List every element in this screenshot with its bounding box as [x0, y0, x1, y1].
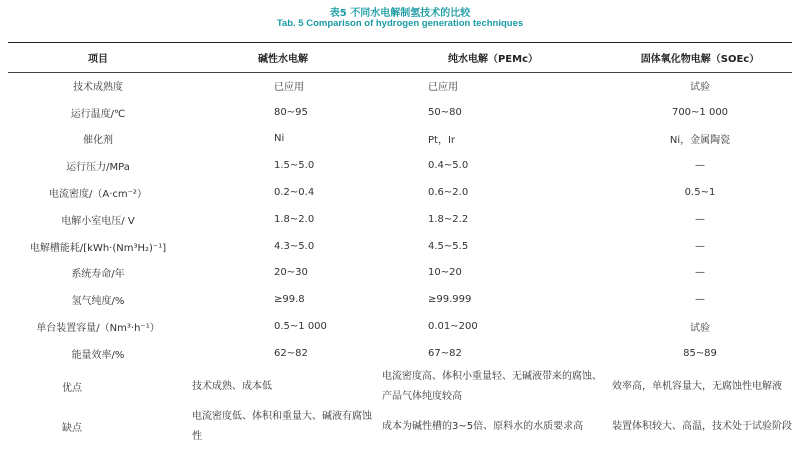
cell-alkaline: 1.5~5.0 [274, 160, 315, 172]
cell-soec: 0.5~1 [684, 187, 716, 199]
cell-soec: 装置体积较大、高温，技术处于试验阶段 [612, 420, 792, 432]
table-caption-zh: 表5 不同水电解制氢技术的比较 [329, 8, 471, 19]
cell-alkaline: 电流密度低、体积和重量大、碱液有腐蚀性 [192, 410, 372, 442]
table-row [8, 233, 792, 260]
cell-pem: Pt，Ir [428, 135, 456, 147]
cell-soec: Ni，金属陶瓷 [669, 135, 731, 147]
cell-pem: 成本为碱性槽的3~5倍、原料水的水质要求高 [382, 420, 584, 432]
cell-alkaline: Ni [274, 133, 285, 145]
cell-alkaline: 62~82 [274, 347, 308, 359]
cell-soec: — [695, 213, 705, 225]
cell-pem: ≥99.999 [428, 294, 472, 306]
cell-soec: 85~89 [683, 347, 717, 359]
cell-alkaline: ≥99.8 [274, 294, 305, 306]
cell-soec: — [695, 160, 705, 172]
row-label: 催化剂 [83, 135, 113, 147]
row-label: 缺点 [62, 423, 82, 435]
cell-soec: — [695, 267, 705, 279]
table-row [8, 206, 792, 233]
cell-pem: 0.4~5.0 [428, 160, 469, 172]
table-row [8, 99, 792, 126]
table-row [8, 340, 792, 367]
cell-pem: 电流密度高、体积小重量轻、无碱液带来的腐蚀、产品气体纯度较高 [382, 370, 602, 402]
row-label: 运行温度/℃ [70, 108, 126, 120]
table-row [8, 313, 792, 340]
cell-alkaline: 1.8~2.0 [274, 213, 315, 225]
header-pem: 纯水电解（PEMc） [447, 54, 539, 65]
header-soec: 固体氧化物电解（SOEc） [640, 54, 760, 65]
row-label: 电流密度/（A·cm⁻²） [49, 189, 147, 201]
cell-soec: 700~1 000 [671, 106, 729, 118]
table-row [8, 286, 792, 313]
table-row [8, 179, 792, 206]
row-label: 优点 [62, 383, 82, 395]
cell-pem: 10~20 [428, 267, 462, 279]
cell-pem: 1.8~2.2 [428, 213, 469, 225]
cell-pem: 0.01~200 [428, 321, 478, 333]
cell-alkaline: 4.3~5.0 [274, 240, 315, 252]
header-alkaline: 碱性水电解 [258, 54, 308, 65]
table-row [8, 152, 792, 179]
comparison-table [8, 43, 792, 447]
table-row-advantages [8, 367, 792, 407]
cell-alkaline: 0.5~1 000 [274, 321, 327, 333]
header-item: 项目 [88, 54, 108, 65]
cell-alkaline: 20~30 [274, 267, 308, 279]
table-row [8, 72, 792, 99]
row-label: 运行压力/MPa [66, 162, 130, 174]
row-label: 技术成熟度 [73, 81, 123, 93]
cell-soec: 试验 [690, 81, 710, 93]
row-label: 单台装置容量/（Nm³·h⁻¹） [36, 323, 160, 335]
cell-alkaline: 80~95 [274, 106, 308, 118]
table-row-disadvantages [8, 407, 792, 447]
cell-alkaline: 技术成熟、成本低 [192, 380, 272, 392]
cell-pem: 0.6~2.0 [428, 187, 469, 199]
row-label: 电解小室电压/ V [61, 215, 135, 227]
cell-pem: 67~82 [428, 347, 462, 359]
cell-soec: — [695, 240, 705, 252]
cell-pem: 4.5~5.5 [428, 240, 469, 252]
row-label: 能量效率/% [71, 349, 125, 361]
table-row [8, 126, 792, 153]
cell-soec: — [695, 294, 705, 306]
table-row [8, 260, 792, 287]
cell-alkaline: 0.2~0.4 [274, 187, 315, 199]
cell-pem: 已应用 [428, 81, 458, 93]
row-label: 电解槽能耗/[kWh·(Nm³H₂)⁻¹] [29, 242, 167, 254]
table-header-row [8, 43, 792, 72]
row-label: 氢气纯度/% [71, 296, 125, 308]
row-label: 系统寿命/年 [71, 269, 125, 281]
cell-pem: 50~80 [428, 106, 462, 118]
cell-soec: 效率高，单机容量大，无腐蚀性电解液 [612, 380, 782, 392]
cell-alkaline: 已应用 [274, 81, 304, 93]
cell-soec: 试验 [690, 323, 710, 335]
table-caption-en: Tab. 5 Comparison of hydrogen generation techniques [276, 18, 524, 29]
